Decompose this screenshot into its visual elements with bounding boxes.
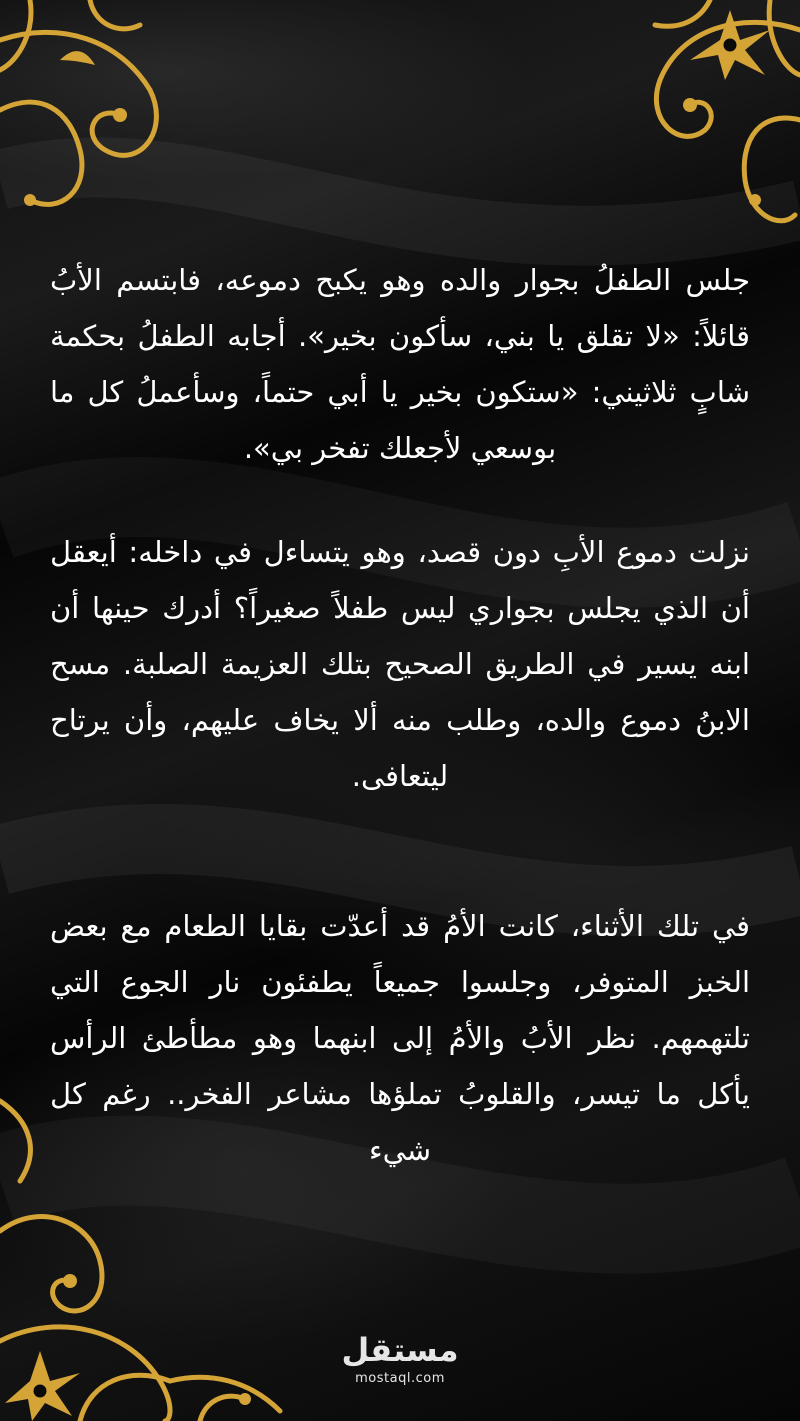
mostaql-logo [340,1330,460,1388]
story-paragraph-2: نزلت دموع الأبِ دون قصد، وهو يتساءل في داخله: أيعقل أن الذي يجلس بجواري ليس طفلاً صغيراً؟ أدرك حينها أن ابنه يسير في الطريق الصحيح بتلك العزيمة الصلبة. مسح الابنُ دموع والده، وطلب منه ألا يخاف عليهم، وأن يرتاح ليتعافى. [50,535,750,793]
story-paragraph-1: جلس الطفلُ بجوار والده وهو يكبح دموعه، فابتسم الأبُ قائلاً: «لا تقلق يا بني، سأكون بخير». أجابه الطفلُ بحكمة شابٍ ثلاثيني: «ستكون بخير يا أبي حتماً، وسأعملُ كل ما بوسعي لأجعلك تفخر بي». [50,263,750,465]
gold-ornament-top-right [550,0,800,240]
gold-ornament-top-left [0,0,240,230]
story-paragraph-3: في تلك الأثناء، كانت الأمُ قد أعدّت بقايا الطعام مع بعض الخبز المتوفر، وجلسوا جميعاً يطفئون نار الجوع التي تلتهمهم. نظر الأبُ والأمُ إلى ابنهما وهو مطأطئ الرأس يأكل ما تيسر، والقلوبُ تملؤها مشاعر الفخر.. رغم كل شيء [50,909,750,1167]
logo-wordmark: مستقل [341,1331,459,1369]
logo-domain: mostaql.com [355,1371,445,1386]
